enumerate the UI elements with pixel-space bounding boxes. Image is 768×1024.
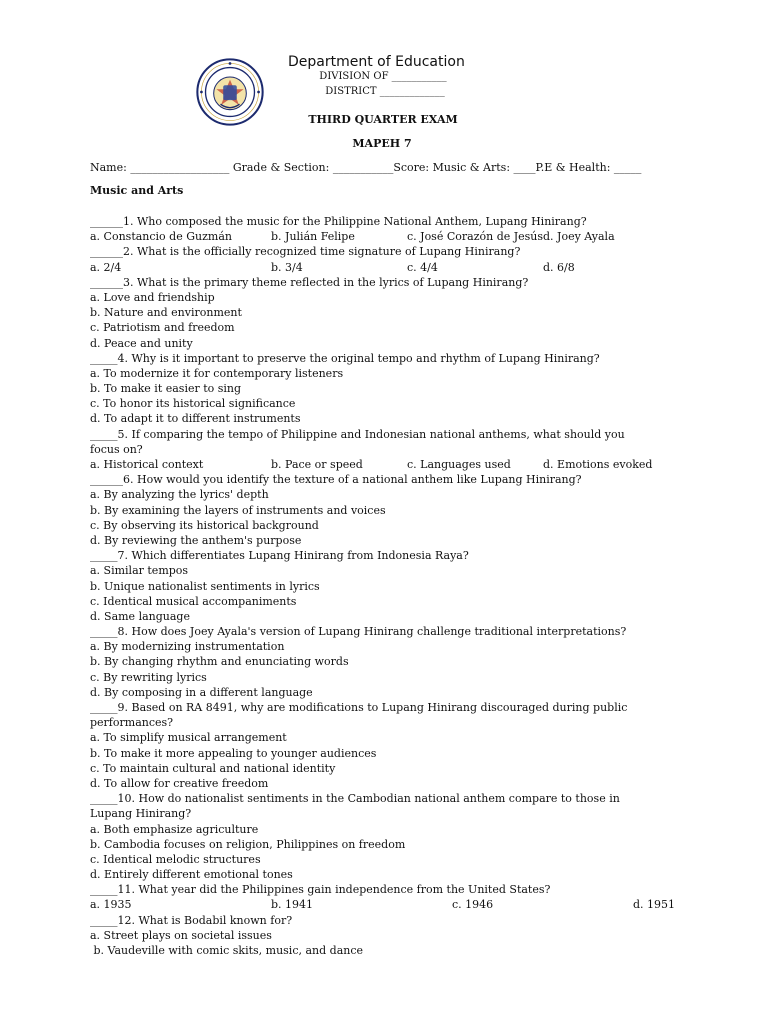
- text-line: d. To adapt it to different instruments: [90, 412, 301, 426]
- answer-option: c. 1946: [452, 898, 494, 912]
- question-line: ______6. How would you identify the texture of a national anthem like Lupang Hinirang?: [90, 473, 582, 487]
- question-line: _____10. How do nationalist sentiments in the Cambodian national anthem compare to those in: [90, 792, 620, 806]
- answer-option: b. Julián Felipe: [271, 230, 355, 244]
- text-line: c. Identical musical accompaniments: [90, 594, 297, 608]
- text-line: c. To maintain cultural and national identity: [90, 761, 336, 775]
- answer-option: b. 1941: [271, 898, 314, 912]
- answer-option: d. Emotions evoked: [543, 458, 653, 471]
- answer-option: d. Joey Ayala: [543, 230, 615, 244]
- text-line: b. To make it easier to sing: [90, 382, 242, 396]
- answer-option: b. Pace or speed: [271, 458, 363, 471]
- text-line: b. Unique nationalist sentiments in lyrics: [90, 579, 320, 593]
- student-info-line: Name: __________________ Grade & Section: ___________Score: Music & Arts: ____P.E & Health: _____: [90, 161, 642, 174]
- question-line: _____4. Why is it important to preserve the original tempo and rhythm of Lupang Hinirang?: [90, 351, 600, 365]
- question-line: _____9. Based on RA 8491, why are modifications to Lupang Hinirang discouraged during public: [90, 701, 628, 714]
- text-line: a. To simplify musical arrangement: [90, 731, 287, 745]
- division-line: DIVISION OF ___________: [319, 71, 447, 82]
- text-line: d. Same language: [90, 609, 190, 623]
- answer-option: a. 2/4: [90, 260, 122, 274]
- text-line: b. Vaudeville with comic skits, music, and dance: [90, 944, 364, 957]
- text-line: c. By rewriting lyrics: [90, 670, 207, 684]
- text-line: a. Similar tempos: [90, 564, 189, 578]
- text-line: b. By examining the layers of instruments and voices: [90, 503, 386, 517]
- question-line: _____7. Which differentiates Lupang Hinirang from Indonesia Raya?: [90, 549, 469, 563]
- district-line: DISTRICT _____________: [325, 86, 445, 97]
- answer-option: c. 4/4: [407, 260, 438, 274]
- answer-option: a. Constancio de Guzmán: [90, 230, 232, 244]
- text-line: d. By composing in a different language: [90, 685, 313, 699]
- text-line: Lupang Hinirang?: [90, 807, 192, 821]
- text-line: c. Patriotism and freedom: [90, 321, 235, 335]
- text-line: a. Love and friendship: [90, 290, 215, 304]
- question-list: [90, 214, 690, 958]
- text-line: a. By analyzing the lyrics' depth: [90, 488, 269, 502]
- exam-title: THIRD QUARTER EXAM: [308, 113, 458, 126]
- text-line: d. By reviewing the anthem's purpose: [90, 533, 302, 547]
- text-line: a. Both emphasize agriculture: [90, 822, 259, 836]
- answer-options-row: [90, 897, 690, 912]
- answer-option: a. Historical context: [90, 458, 204, 471]
- text-line: b. Nature and environment: [90, 306, 242, 320]
- text-line: performances?: [90, 716, 174, 730]
- question-line: _____11. What year did the Philippines gain independence from the United States?: [90, 883, 551, 897]
- text-line: d. Peace and unity: [90, 336, 193, 350]
- text-line: d. Entirely different emotional tones: [90, 868, 293, 882]
- answer-options-row: [90, 457, 690, 472]
- answer-option: b. 3/4: [271, 260, 303, 274]
- answer-options-row: [90, 260, 690, 275]
- question-line: ______2. What is the officially recognized time signature of Lupang Hinirang?: [90, 245, 521, 259]
- section-title: Music and Arts: [90, 184, 184, 197]
- answer-option: a. 1935: [90, 898, 132, 912]
- question-line: _____8. How does Joey Ayala's version of Lupang Hinirang challenge traditional interpretations?: [90, 625, 627, 639]
- question-line: _____12. What is Bodabil known for?: [90, 913, 293, 927]
- subject-title: MAPEH 7: [352, 137, 412, 150]
- question-line: ______3. What is the primary theme reflected in the lyrics of Lupang Hinirang?: [90, 275, 529, 289]
- answer-options-row: [90, 229, 690, 244]
- answer-option: d. 6/8: [543, 260, 575, 274]
- answer-option: c. Languages used: [407, 458, 511, 471]
- answer-option: d. 1951: [633, 898, 676, 912]
- department-title: Department of Education: [288, 54, 465, 70]
- text-line: c. Identical melodic structures: [90, 852, 261, 866]
- text-line: focus on?: [90, 442, 143, 456]
- text-line: d. To allow for creative freedom: [90, 776, 269, 790]
- text-line: b. By changing rhythm and enunciating words: [90, 655, 349, 669]
- text-line: a. By modernizing instrumentation: [90, 640, 285, 654]
- text-line: a. To modernize it for contemporary listeners: [90, 366, 344, 380]
- text-line: b. To make it more appealing to younger audiences: [90, 746, 377, 760]
- question-line: ______1. Who composed the music for the Philippine National Anthem, Lupang Hinirang?: [90, 215, 587, 228]
- text-line: c. To honor its historical significance: [90, 397, 296, 411]
- text-line: b. Cambodia focuses on religion, Philippines on freedom: [90, 837, 406, 851]
- text-line: c. By observing its historical background: [90, 518, 319, 532]
- answer-option: c. José Corazón de Jesús: [407, 230, 544, 244]
- question-line: _____5. If comparing the tempo of Philippine and Indonesian national anthems, what should you: [90, 427, 625, 441]
- text-line: a. Street plays on societal issues: [90, 928, 272, 942]
